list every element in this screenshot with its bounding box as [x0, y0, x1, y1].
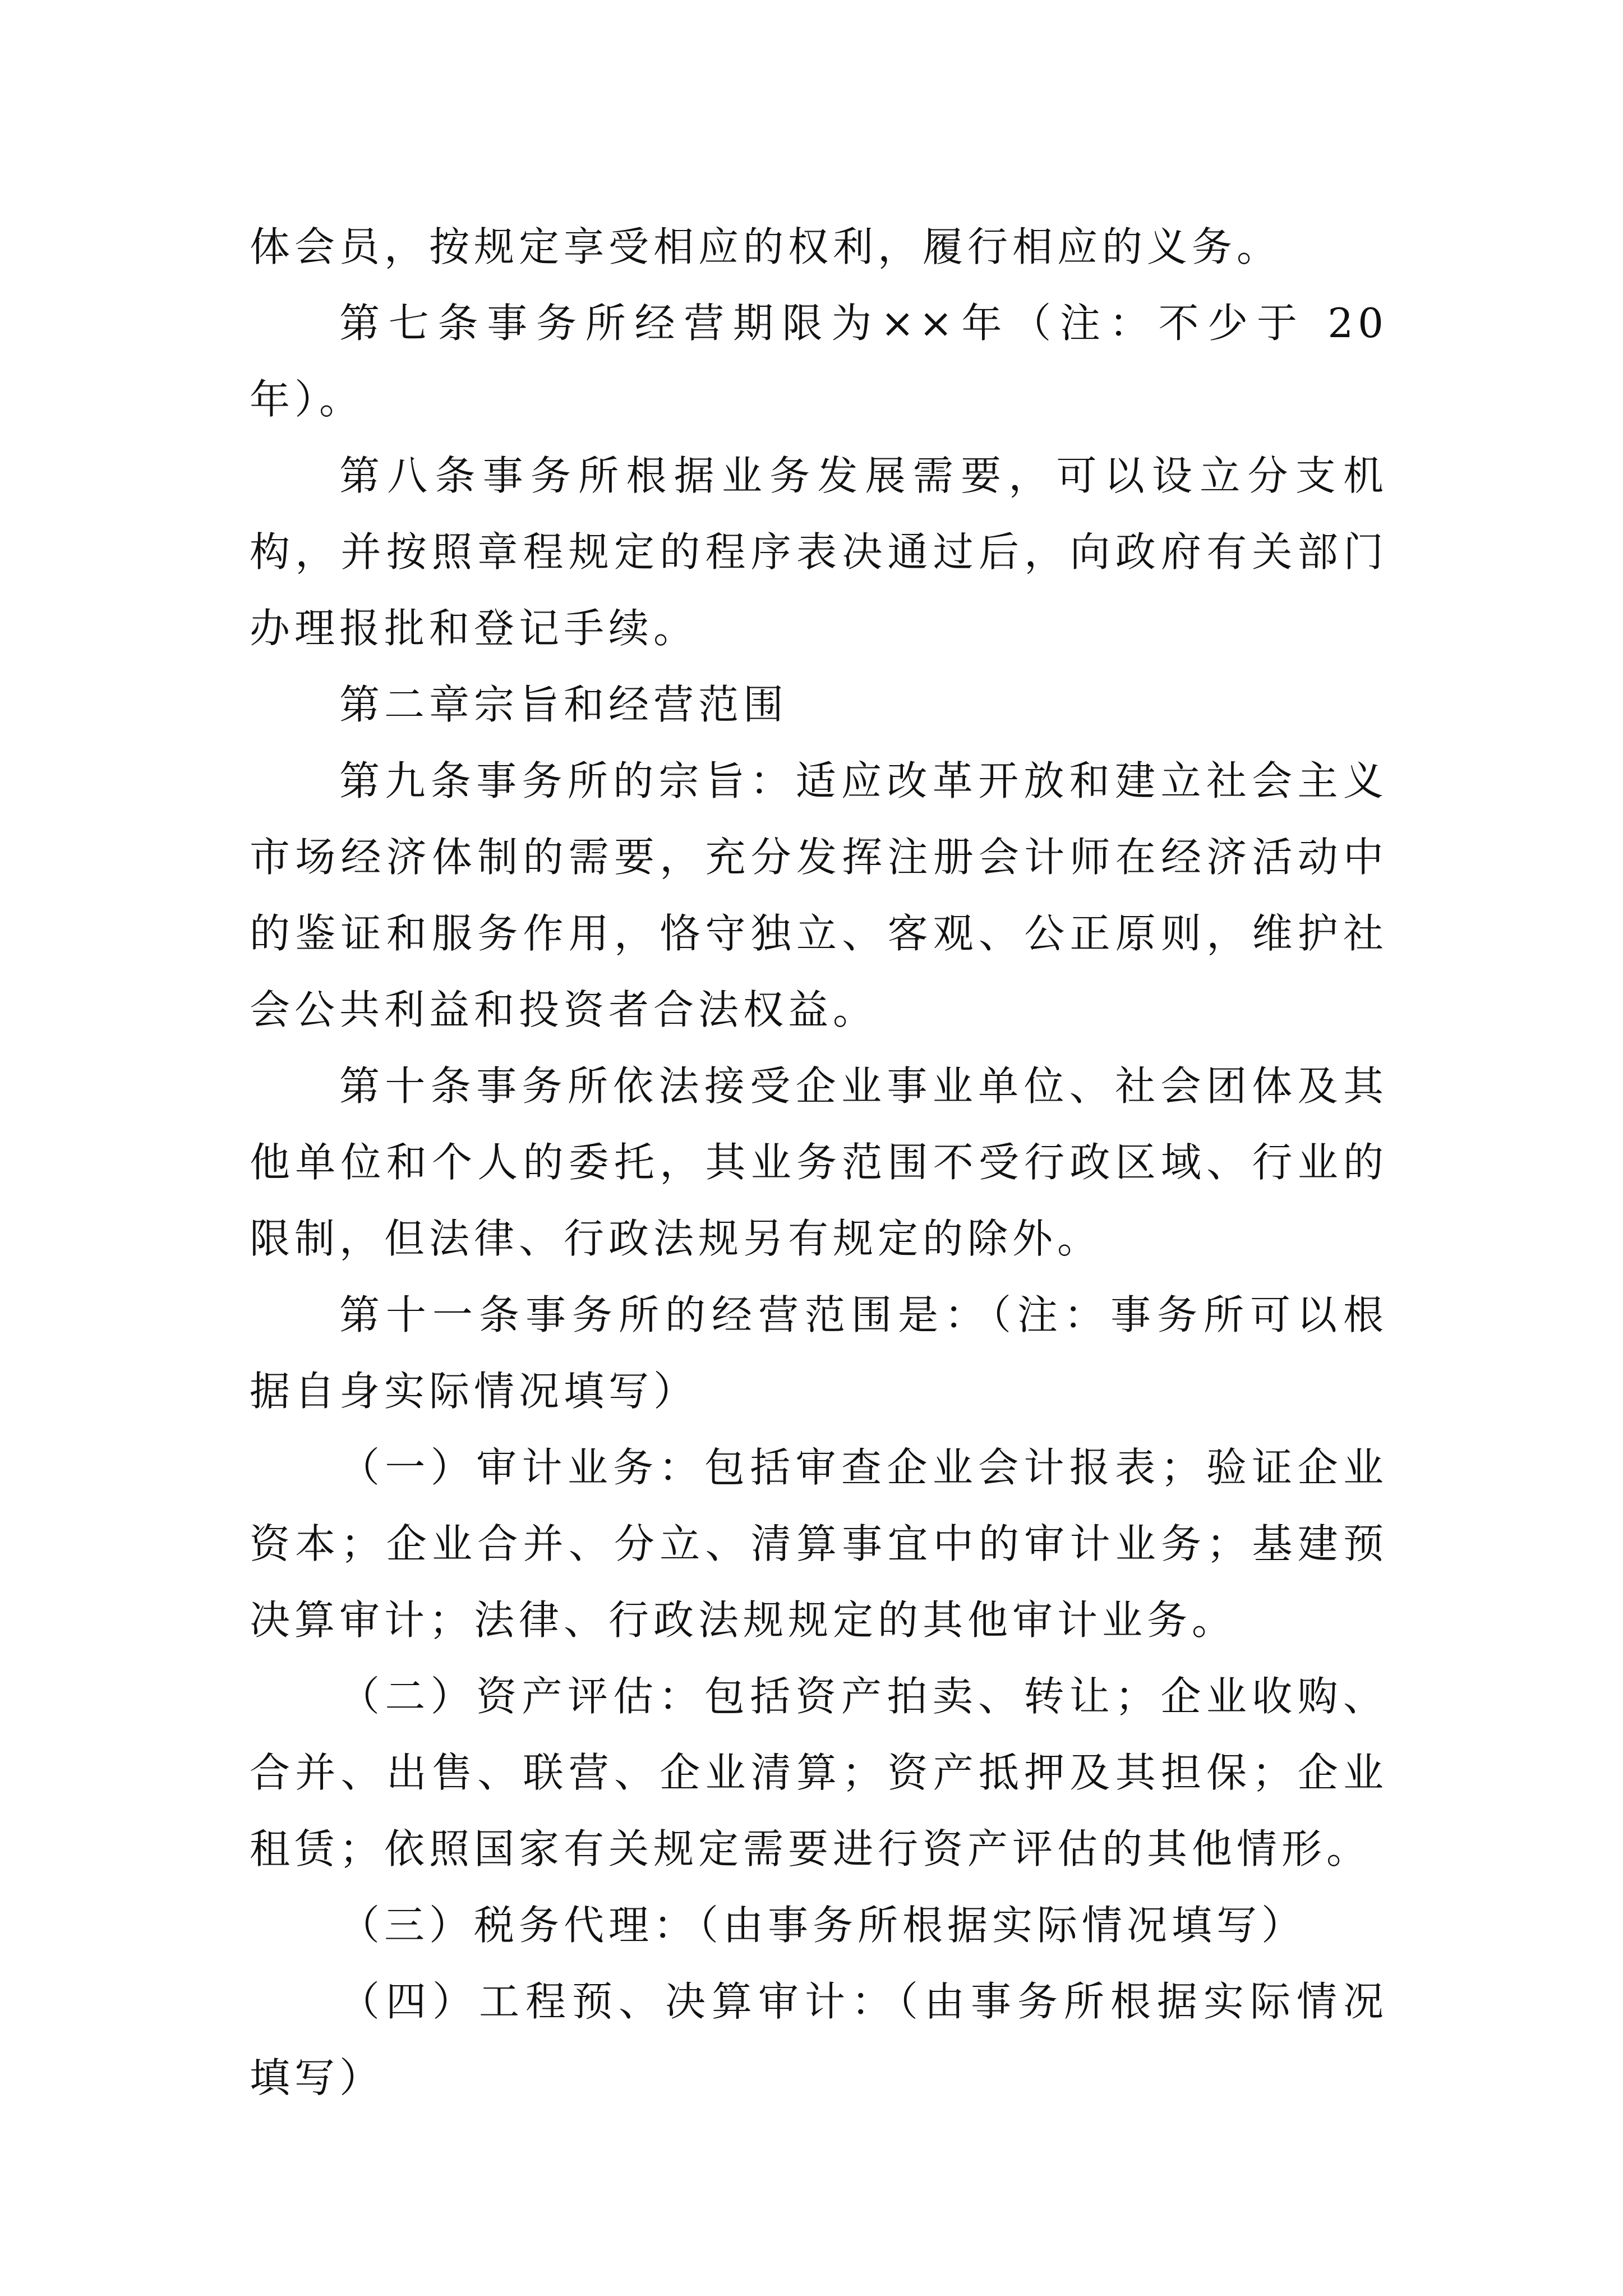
paragraph-article-11: 第十一条事务所的经营范围是：（注：事务所可以根据自身实际情况填写） — [250, 1291, 1388, 1415]
paragraph-article-7: 第七条事务所经营期限为××年（注：不少于 20 年）。 — [250, 300, 1388, 423]
chapter-heading: 第二章宗旨和经营范围 — [339, 681, 789, 728]
list-item-audit: （一）审计业务：包括审查企业会计报表；验证企业资本；企业合并、分立、清算事宜中的审计业务；基建预决算审计；法律、行政法规规定的其他审计业务。 — [250, 1444, 1388, 1644]
paragraph-article-8: 第八条事务所根据业务发展需要，可以设立分支机构，并按照章程规定的程序表决通过后，向政府有关部门办理报批和登记手续。 — [250, 452, 1388, 652]
list-item-asset-valuation: （二）资产评估：包括资产拍卖、转让；企业收购、合并、出售、联营、企业清算；资产抵押及其担保；企业租赁；依照国家有关规定需要进行资产评估的其他情形。 — [250, 1673, 1388, 1872]
paragraph-article-10: 第十条事务所依法接受企业事业单位、社会团体及其他单位和个人的委托，其业务范围不受行政区域、行业的限制，但法律、行政法规另有规定的除外。 — [250, 1062, 1388, 1262]
document-body — [250, 209, 1388, 2116]
paragraph-article-9: 第九条事务所的宗旨：适应改革开放和建立社会主义市场经济体制的需要，充分发挥注册会计师在经济活动中的鉴证和服务作用，恪守独立、客观、公正原则，维护社会公共利益和投资者合法权益。 — [250, 757, 1388, 1033]
list-item-engineering-audit: （四）工程预、决算审计：（由事务所根据实际情况填写） — [250, 1978, 1388, 2101]
paragraph-continuation: 体会员，按规定享受相应的权利，履行相应的义务。 — [250, 223, 1282, 270]
list-item-tax-agency: （三）税务代理：（由事务所根据实际情况填写） — [339, 1902, 1307, 1949]
